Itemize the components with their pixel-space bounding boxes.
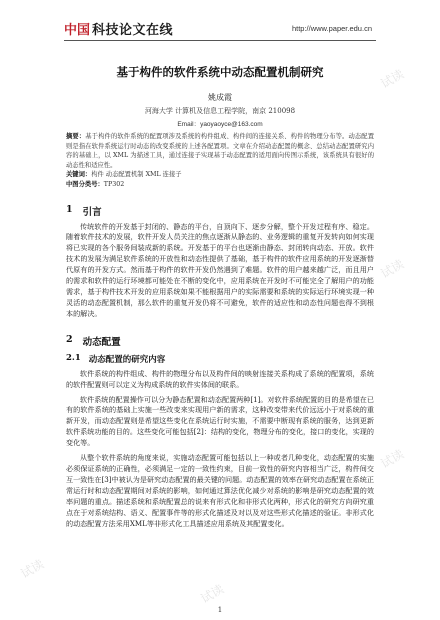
clc-text: TP302	[103, 180, 125, 188]
abstract-text: 基于构件的软件系统的配置项涉及系统的构件组成、构件间的连接关系、构件的物理分布等。动态配置则是指在软件系统运行时动态的改变系统的上述各配置项。文章在介绍动态配置的概念、总结动态配置研究内容的基础上，以 XML 为描述工具，通过连接子实现基于动态配置的适用面向传图示系统，该系统具有很好的动态性和适应性。	[66, 133, 375, 169]
site-url-link[interactable]: http://www.paper.edu.cn	[291, 24, 372, 33]
keywords-label: 关键词：	[66, 171, 92, 179]
watermark: 试读	[378, 256, 407, 281]
subsection-heading	[64, 353, 376, 365]
watermark: 试读	[18, 556, 47, 581]
paragraph: 传统软件的开发基于封闭的、静态的平台，自顶向下、逐步分解，整个开发过程有序、稳定。随着软件技术的发展，软件开发人员关注的焦点逐渐从静态的、业务逻辑的重复开发转向如何实现将已实现的各个服务间装成新的系统。开发基于的平台也逐渐由静态、封闭转向动态、开放。软件技术的发展为满足软件系统的开放性和动态性提供了基础，基于构件的软件应用系统的开发逐渐替代原有的开发方式。然而基于构件的软件开发仍然遇到了难题。软件的用户越来越广泛，而且用户的需求和软件的运行环境都可能处在不断的变化中，应用系统在开发时不可能完全了解用户的功能需求，基于构件技术开发的应用系统如果不能根据用户的实际需要和系统的实际运行环境实现一种灵活的动态配置机制，那么软件的重复开发仍将不可避免，软件的适应性和动态性问题也得不到根本的解决。	[66, 221, 374, 318]
paper-author: 姚成霞	[208, 93, 232, 102]
watermark: 试读	[198, 581, 227, 606]
section-number: 1	[66, 203, 73, 215]
clc-label: 中图分类号：	[66, 180, 104, 188]
subsection-number: 2.1	[66, 352, 81, 363]
subsection-title: 动态配置的研究内容	[88, 354, 166, 365]
paragraph: 软件系统的配置操作可以分为静态配置和动态配置两种[1]。对软件系统配置的目的是希望在已有的软件系统的基础上实施一些改变来实现用户新的需求，这种改变带来代价远远小于对系统的重新开发，而动态配置则是希望这些变化在系统运行时实施，不需要中断现有系统的服务，达到更新软件系统功能的目的。这些变化可能包括[2]：结构的变化，物理分布的变化，接口的变化，实现的变化等。	[66, 394, 374, 448]
paragraph: 软件系统的构件组成、构件的物理分布以及构件间的映射连接关系构成了系统的配置项，系统的软件配置则可以定义为构成系统的软件实体间的联系。	[66, 368, 374, 389]
abstract-label: 摘要：	[66, 133, 86, 140]
watermark: 试读	[378, 446, 407, 471]
abstract	[64, 132, 376, 170]
paper-body	[64, 44, 376, 529]
clc-number	[64, 180, 376, 190]
page-header	[0, 0, 440, 40]
paragraph: 从整个软件系统的角度来说，实施动态配置可能包括以上一种或者几种变化，动态配置的实施必须保证系统的正确性，必须满足一定的一致性约束，目前一致性的研究内容相当广泛，构件间交互一致性在[3]中被认为是研究动态配置的最关键的问题。动态配置的效率在研究动态配置在系统正常运行时和动态配置期间对系统的影响，如何通过算法优化减少对系统的影响是研究动态配置的效率问题的重点。描述系统和系统配置总的说来有形式化和非形式化两种，形式化的研究方向研究重点在于对系统结构、语义、配置事件等的形式化描述及对以及对这些形式化描述的验证。非形式化的动态配置方法采用XML等非形式化工具描述应用系统及其配置变化。	[66, 453, 374, 528]
paper-affiliation: 河海大学 计算机及信息工程学院，南京 210098	[144, 107, 296, 115]
paper-email[interactable]: Email：yaoyaoyce@163.com	[177, 121, 263, 128]
section-heading-dynamic-config	[64, 334, 376, 348]
section-title: 引言	[82, 206, 102, 218]
watermark: 试读	[378, 66, 407, 91]
logo-mark: 中国	[64, 22, 91, 38]
section-number: 2	[66, 333, 73, 345]
keywords-text: 构件 动态配置机制 XML 连接子	[91, 171, 182, 179]
header-divider	[64, 40, 376, 41]
keywords	[64, 170, 376, 180]
logo-text: 科技论文在线	[92, 22, 174, 38]
site-logo[interactable]	[64, 20, 173, 36]
section-heading-intro	[64, 204, 376, 218]
section-title: 动态配置	[82, 336, 121, 348]
paper-title: 基于构件的软件系统中动态配置机制研究	[116, 65, 324, 79]
page-number: 1	[217, 606, 223, 614]
